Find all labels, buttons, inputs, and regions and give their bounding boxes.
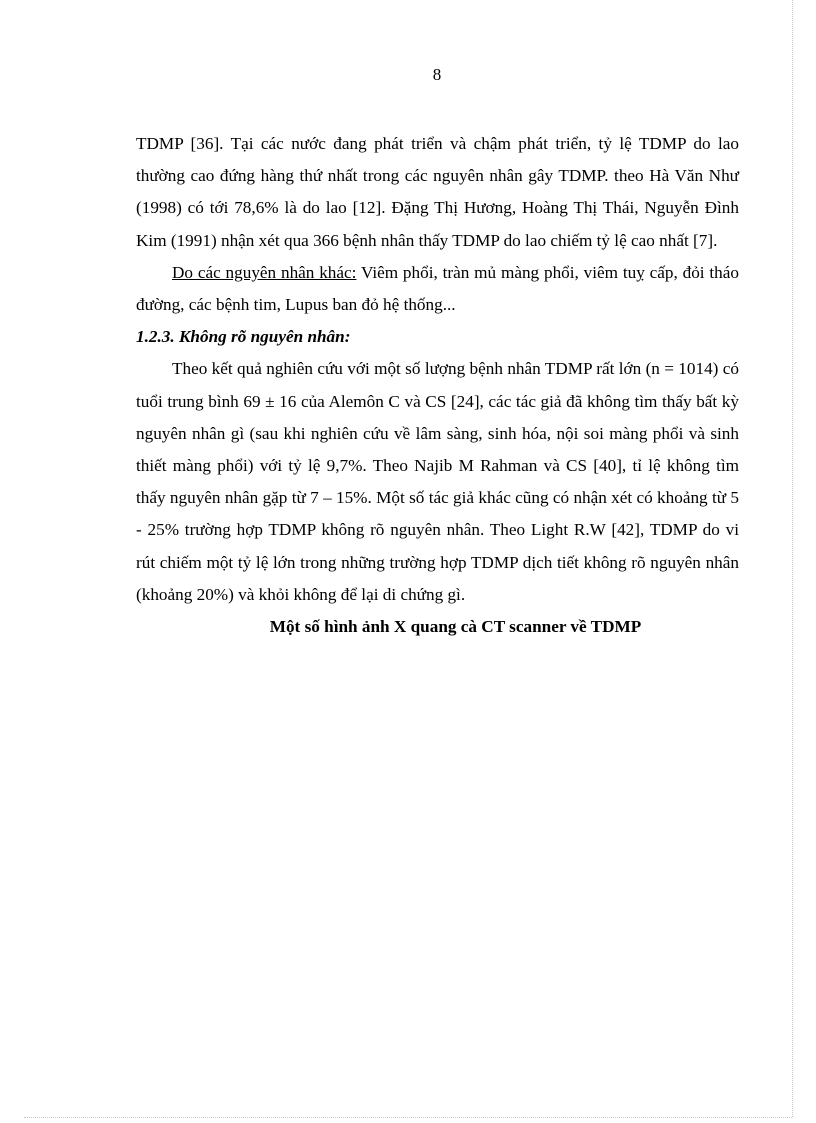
page-number: 8 bbox=[432, 65, 442, 84]
page-right-border bbox=[792, 0, 793, 1117]
other-causes-text: Viêm phổi, tràn mủ màng phổi, viêm tuỵ cấp, đỏi tháo đường, các bệnh tim, Lupus ban đỏ hệ thống... bbox=[136, 262, 739, 315]
page-bottom-border bbox=[24, 1117, 792, 1118]
paragraph-unknown-cause: Theo kết quả nghiên cứu với một số lượng bệnh nhân TDMP rất lớn (n = 1014) có tuổi trung bình 69 ± 16 của Alemôn C và CS [24], các tác giả đã không tìm thấy bất kỳ nguyên nhân gì (sau khi nghiên cứu về lâm sàng, sinh hóa, nội soi màng phổi và sinh thiết màng phổi) với tỷ lệ 9,7%. Theo Najib M Rahman và CS [40], tỉ lệ không tìm thấy nguyên nhân gặp từ 7 – 15%. Một số tác giả khác cũng có nhận xét có khoảng từ 5 - 25% trường hợp TDMP không rõ nguyên nhân. Theo Light R.W [42], TDMP do vi rút chiếm một tỷ lệ lớn trong những trường hợp TDMP dịch tiết không rõ nguyên nhân (khoảng 20%) và khỏi không để lại di chứng gì. bbox=[136, 359, 739, 604]
section-heading-unknown-cause: 1.2.3. Không rõ nguyên nhân: bbox=[136, 327, 351, 347]
figure-caption: Một số hình ảnh X quang cà CT scanner về TDMP bbox=[269, 617, 642, 637]
other-causes-label: Do các nguyên nhân khác: bbox=[172, 262, 357, 282]
paragraph-causes-tuberculosis: TDMP [36]. Tại các nước đang phát triển và chậm phát triển, tỷ lệ TDMP do lao thường cao đứng hàng thứ nhất trong các nguyên nhân gây TDMP. theo Hà Văn Như (1998) có tới 78,6% là do lao [12]. Đặng Thị Hương, Hoàng Thị Thái, Nguyễn Đình Kim (1991) nhận xét qua 366 bệnh nhân thấy TDMP do lao chiếm tỷ lệ cao nhất [7]. bbox=[136, 134, 739, 250]
paragraph-other-causes bbox=[136, 257, 739, 321]
document-body bbox=[136, 128, 739, 643]
